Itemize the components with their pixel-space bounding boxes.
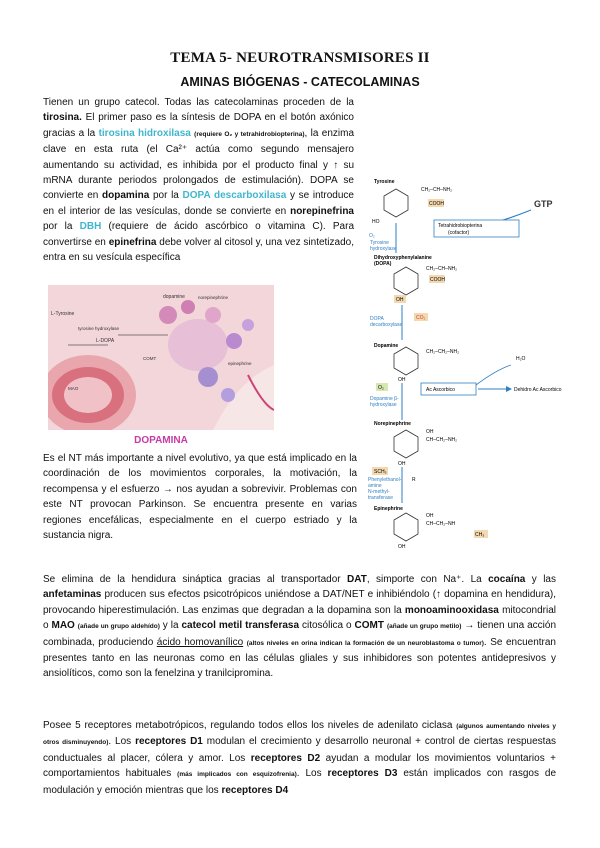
ill-label-comt: COMT	[143, 356, 157, 361]
scheme-co2: CO₂	[416, 315, 426, 321]
intro-text: (requiere de ácido ascórbico o vitamina C). Para convertirse en	[43, 221, 354, 248]
scheme-cofactor-1: Tetrahidrobiopterina	[438, 223, 483, 229]
scheme-cooh: COOH	[429, 201, 444, 207]
intro-text: , la enzima clave en esta ruta (el Ca²⁺ actúa como segundo mensajero aumentando su actividad, es inhibida por el producto final y ↑ su mRNA durante periodos prolongados de estimulación). DOPA se convierte en	[43, 127, 355, 202]
note-d2: (más implicados con esquizofrenia)	[177, 771, 297, 779]
p3-text: están implicados con rasgos de modulación y emoción mientras que los	[43, 768, 557, 796]
scheme-enzyme-pnmt-1: Phenylethanol-	[368, 477, 402, 483]
p3-text: ayudan a modular los movimientos voluntarios + comportamientos habituales	[43, 752, 557, 780]
ill-label-dopa: L-DOPA	[96, 338, 115, 344]
scheme-chain-dopa: CH₂–CH–NH₂	[426, 266, 458, 272]
scheme-chain-dopamine: CH₂–CH₂–NH₂	[426, 349, 460, 355]
term-homovanillic-acid: ácido homovanílico	[156, 636, 244, 648]
scheme-enzyme-th-1: Tyrosine	[370, 240, 389, 246]
term-cocaine: cocaína	[488, 574, 526, 585]
ill-label-th: tyrosine hydroxylase	[78, 326, 120, 331]
dopamina-paragraph: Es el NT más importante a nivel evolutivo, ya que está implicado en la coordinación de los movimientos corporales, la motivación, la recompensa y el esfuerzo → nos ayudan a sobrevivir. Problemas con este NT provocan Parkinson. Se encuentra presente en varias regiones encefálicas, especialmente en el cuerpo estriado y la sustancia nigra.	[43, 453, 357, 542]
p3-text: modulan el crecimiento y desarrollo neuronal + control de ciertas respuestas conductuales al placer, cólera y amor. Los	[43, 736, 557, 764]
term-amphetamines: anfetaminas	[43, 589, 102, 601]
note-th: (requiere O₂ y tetrahidrobiopterina)	[194, 130, 305, 138]
p2-text: → tienen una acción combinada, produciendo	[43, 620, 557, 648]
scheme-cooh-2: COOH	[430, 277, 445, 283]
scheme-label-tyrosine: Tyrosine	[374, 179, 395, 185]
intro-text: Tienen un grupo catecol. Todas las catecolaminas proceden de la	[43, 97, 354, 108]
note-hva: (altos niveles en orina indican la formación de un neuroblastoma o tumor)	[246, 639, 484, 647]
term-comt: COMT	[354, 620, 384, 632]
term-tyrosine-hydroxylase: tirosina hidroxilasa	[98, 127, 191, 139]
intro-text: por la	[43, 221, 80, 233]
p2-text: mitocondrial o	[43, 604, 556, 632]
scheme-o2-2: O₂	[378, 385, 384, 391]
page-title: TEMA 5- NEUROTRANSMISORES II	[170, 50, 430, 66]
p3-text: . Los	[296, 768, 328, 780]
scheme-enzyme-pnmt-3b: transferase	[368, 495, 394, 501]
scheme-oh-epi: OH	[426, 513, 434, 519]
scheme-label-dopa-2: (DOPA)	[374, 261, 392, 267]
scheme-chain-tyr: CH₂–CH–NH₂	[421, 187, 453, 193]
term-d4: receptores D4	[221, 784, 289, 796]
p2-text: , simporte con Na⁺. La	[366, 574, 489, 585]
p3-text: . Los	[108, 736, 136, 748]
term-epinephrine: epinefrina	[108, 236, 157, 248]
intro-text: debe volver al citosol y, una vez sintetizado, entra en su vesícula específica	[43, 236, 354, 264]
scheme-oh-ne: OH	[426, 429, 434, 435]
scheme-ascorbate: Ac Ascorbico	[426, 387, 455, 393]
intro-text: por la	[149, 190, 183, 202]
ill-label-mao: MAO	[68, 386, 79, 391]
scheme-cofactor-2: (cofactor)	[448, 230, 470, 236]
scheme-enzyme-ddc-1: DOPA	[370, 316, 384, 322]
ill-label-norepinephrine: norepinephrine	[198, 295, 229, 300]
term-mao-full: monoaminooxidasa	[404, 604, 499, 616]
scheme-chain-ne: CH–CH₂–NH₂	[426, 437, 458, 443]
paragraph-receptors	[43, 718, 556, 798]
p2-text: Se elimina de la hendidura sináptica gracias al transportador	[43, 574, 348, 585]
scheme-enzyme-th-2: hydroxylase	[370, 246, 397, 252]
scheme-enzyme-pnmt-3: N-methyl-	[368, 489, 390, 495]
scheme-chain-epi: CH–CH₂–NH	[426, 521, 456, 527]
ill-label-epinephrine: epinephrine	[228, 361, 252, 366]
ill-label-dopamine: dopamine	[163, 294, 185, 300]
intro-text: y se introduce en el interior de las vesículas, donde se convierte en	[43, 190, 354, 217]
scheme-oh-ne-2: OH	[398, 461, 406, 467]
dopamina-heading: DOPAMINA	[134, 435, 188, 446]
ill-label-tyrosine: L-Tyrosine	[51, 311, 75, 317]
term-d2: receptores D2	[250, 752, 321, 764]
scheme-r: R	[412, 477, 416, 483]
page-subtitle: AMINAS BIÓGENAS - CATECOLAMINAS	[180, 75, 420, 89]
scheme-dehydro: Dehidro Ac Ascorbico	[514, 387, 562, 393]
synapse-illustration	[48, 285, 274, 430]
p2-text: citosólica o	[299, 620, 355, 632]
scheme-enzyme-ddc-2: decarboxylase	[370, 322, 403, 328]
term-mao: MAO	[51, 620, 75, 632]
paragraph-degradation	[43, 572, 556, 682]
term-d3: receptores D3	[327, 768, 398, 780]
scheme-ch3: CH₃	[475, 532, 485, 538]
term-comt-full: catecol metil transferasa	[181, 620, 300, 632]
scheme-oh-dopamine: OH	[398, 377, 406, 383]
intro-text: El primer paso es la síntesis de DOPA en el botón axónico gracias a la	[43, 112, 354, 139]
p3-text: Posee 5 receptores metabotrópicos, regulando todos ellos los niveles de adenilato ciclasa	[43, 720, 457, 731]
scheme-label-dopamine: Dopamine	[374, 343, 399, 349]
term-dopa-decarboxylase: DOPA descarboxilasa	[182, 190, 287, 202]
scheme-sam: SCH₃	[374, 469, 387, 475]
note-adenylate: (algunos aumentando niveles y otros disminuyendo)	[43, 723, 556, 747]
p2-text: producen sus efectos psicotrópicos uniéndose a DAT/NET e inhibiéndolo (↑ dopamina en hendidura), provocando hiperestimulación. Las enzimas que degradan a la dopamina son la	[43, 589, 556, 616]
p2-text: y la	[159, 620, 182, 632]
scheme-label-dopa-1: Dihydroxyphenylalanine	[374, 255, 432, 261]
term-tyrosine: tirosina.	[43, 112, 82, 124]
term-dopamine: dopamina	[102, 190, 150, 202]
scheme-enzyme-pnmt-2: amine	[368, 483, 382, 489]
scheme-enzyme-dbh-1: Dopamine β-	[370, 396, 399, 402]
scheme-ho: HO	[372, 219, 380, 225]
scheme-o2: O₂	[369, 233, 375, 239]
scheme-oh-dopa: OH	[396, 297, 404, 303]
p2-text: y las	[525, 574, 556, 585]
term-dbh: DBH	[79, 221, 102, 233]
scheme-gtp: GTP	[534, 199, 553, 209]
note-comt: (añade un grupo metilo)	[386, 623, 462, 631]
term-d1: receptores D1	[135, 736, 203, 748]
scheme-enzyme-dbh-2: hydroxylase	[370, 402, 397, 408]
term-norepinephrine: norepinefrina	[290, 205, 354, 217]
biosynthesis-scheme	[366, 175, 566, 550]
note-mao: (añade un grupo aldehído)	[77, 623, 160, 631]
p2-text: . Se encuentran presentes tanto en las neuronas como en las células gliales y sus inhibidores son potentes antidepresivos y ansiolíticos, como son la fenelzina y tranilcipromina.	[43, 636, 556, 680]
term-dat: DAT	[347, 574, 367, 585]
scheme-label-epinephrine: Epinephrine	[374, 506, 403, 512]
scheme-h2o: H₂O	[516, 356, 526, 362]
scheme-oh-epi-2: OH	[398, 544, 406, 550]
scheme-label-norepinephrine: Norepinephrine	[374, 421, 411, 427]
